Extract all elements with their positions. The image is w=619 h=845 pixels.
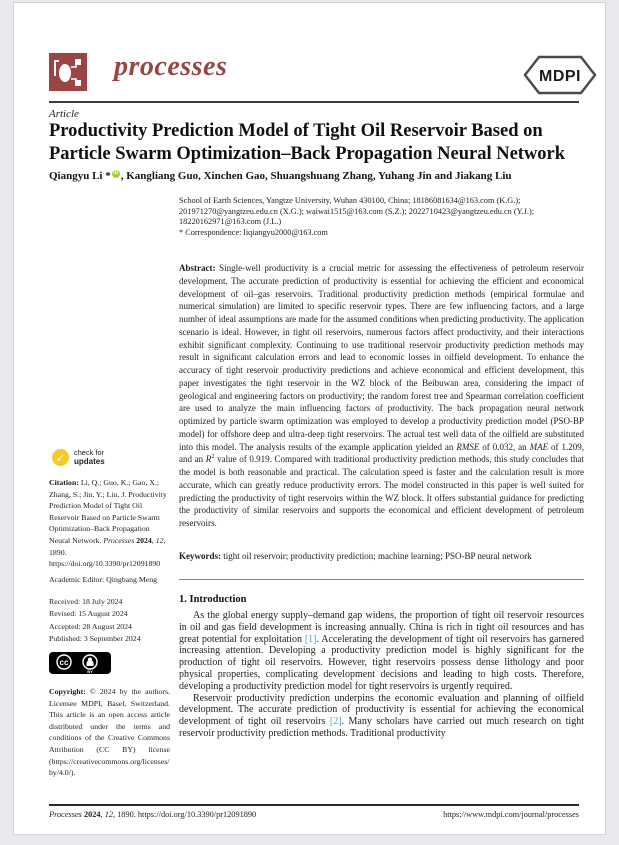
- citation-volume: 12: [155, 535, 164, 545]
- citation-journal: Processes: [103, 535, 137, 545]
- citation-year: 2024: [136, 535, 152, 545]
- intro-paragraph-1: [179, 610, 584, 693]
- intro-p2-text-2: . Many scholars have carried out much research on tight reservoir productivity prediction methods. Traditional productivity: [179, 716, 584, 739]
- keywords-divider: [179, 579, 584, 580]
- copyright-text: © 2024 by the authors. Licensee MDPI, Basel, Switzerland. This article is an open access article distributed under the terms and conditions of the Creative Commons Attribution (CC BY) license (https://creativecommons.org/licenses/by/4.0/).: [49, 687, 170, 778]
- processes-journal-logo-icon: [49, 53, 87, 91]
- svg-text:MDPI: MDPI: [539, 68, 581, 85]
- orcid-icon[interactable]: iD: [113, 171, 119, 177]
- affiliation-block: [179, 196, 584, 238]
- paper-title: Productivity Prediction Model of Tight Oil Reservoir Based on Particle Swarm Optimization–Back Propagation Neural Network: [49, 121, 566, 164]
- copyright-block: [49, 686, 170, 779]
- received-date: Received: 18 July 2024: [49, 597, 123, 606]
- citation-text: Li, Q.; Guo, K.; Gao, X.; Zhang, S.; Jin, Y.; Liu, J. Productivity Prediction Model of Tight Oil Reservoir Based on Particle Swarm Optimization–Back Propagation Neural Network.: [49, 478, 167, 545]
- abstract: [179, 262, 584, 530]
- footer-volume: 12: [104, 810, 113, 819]
- mdpi-logo: [522, 55, 598, 97]
- history-dates: [49, 596, 169, 646]
- citation-block: [49, 477, 169, 570]
- academic-editor: Academic Editor: Qingbang Meng: [49, 575, 158, 584]
- metric-rmse: RMSE: [456, 441, 480, 452]
- keywords-label: Keywords:: [179, 551, 224, 561]
- footer-journal-url[interactable]: https://www.mdpi.com/journal/processes: [443, 810, 579, 819]
- affiliation-text: School of Earth Sciences, Yangtze University, Wuhan 430100, China; 18186081634@163.com (K.G.); 201971270@yangtzeu.edu.cn (X.G.); waiwai1515@163.com (S.Z.); 2022710423@yangtzeu.edu.cn (Y.J.); 18220162971@163.com (J.L.): [179, 196, 535, 227]
- revised-date: Revised: 15 August 2024: [49, 609, 128, 619]
- footer-journal: Processes: [49, 810, 84, 819]
- check-for-updates-label: [74, 449, 105, 466]
- cc-by-text: BY: [87, 669, 93, 674]
- metric-mae: MAE: [529, 441, 549, 452]
- intro-p1-text-2: . Accelerating the development of tight oil reservoirs has garnered increasing attention. Developing a productivity prediction model is highly significant for the production of tight oil reservoirs. However, tight reservoirs possess dense lithology and poor physical properties, complicating development decisions and leading to high costs. Therefore, developing a productivity prediction model for tight reservoirs is urgently required.: [179, 633, 584, 692]
- keywords-text: tight oil reservoir; productivity prediction; machine learning; PSO-BP neural network: [223, 551, 532, 561]
- accepted-date: Accepted: 28 August 2024: [49, 621, 132, 631]
- coauthors: , Kangliang Guo, Xinchen Gao, Shuangshuang Zhang, Yuhang Jin and Jiakang Liu: [120, 170, 512, 182]
- corresponding-author: Qiangyu Li *: [49, 170, 111, 182]
- cc-by-license-badge[interactable]: [49, 652, 111, 674]
- published-date: Published: 3 September 2024: [49, 634, 141, 644]
- abstract-text-2: of 0.032, an: [479, 441, 530, 452]
- keywords: [179, 551, 584, 561]
- updates-line1: check for: [74, 448, 104, 457]
- footer-citation: [49, 810, 256, 819]
- abstract-label: Abstract:: [179, 263, 220, 273]
- updates-line2: updates: [74, 456, 105, 466]
- intro-p1-text-1: As the global energy supply–demand gap widens, the proportion of tight oil reservoir resources in oil and gas field development is increasing annually. China is rich in tight oil resources and has great potential for exploitation: [179, 610, 584, 645]
- correspondence-text[interactable]: * Correspondence: liqiangyu2000@163.com: [179, 227, 328, 237]
- check-for-updates-button[interactable]: [52, 449, 105, 466]
- footer-divider: [49, 804, 579, 806]
- journal-name: processes: [114, 51, 228, 82]
- introduction-body: [179, 610, 584, 740]
- page-footer: [49, 810, 579, 819]
- abstract-text-3: of 1.209, and an: [179, 441, 584, 465]
- check-icon: ✓: [52, 449, 69, 466]
- metric-r-sup: 2: [211, 453, 215, 461]
- reference-link-2[interactable]: [2]: [329, 716, 342, 728]
- header-divider: [49, 101, 579, 103]
- article-type-label: Article: [49, 108, 79, 120]
- author-list: [49, 170, 591, 182]
- paper-page: [13, 2, 606, 835]
- svg-text:cc: cc: [59, 658, 69, 667]
- citation-sep: ,: [151, 535, 156, 545]
- copyright-label: Copyright:: [49, 687, 90, 696]
- intro-p2-text-1: Reservoir productivity prediction underpins the economic evaluation and planning of oilfield development. The accurate prediction of productivity is essential for achieving the economical development of tight oil reservoirs: [179, 692, 584, 728]
- citation-label: Citation:: [49, 478, 81, 487]
- footer-sep: ,: [100, 810, 105, 819]
- section-heading-introduction: 1. Introduction: [179, 594, 247, 605]
- abstract-text-1: Single-well productivity is a crucial metric for assessing the effectiveness of petroleum reservoir development. The accurate prediction of productivity is essential for achieving the efficient and economical development of oil–gas reservoirs. Traditional productivity prediction methods (empirical formulae and numerical simulation) are limited to specific reservoir types. There are few influencing factors, and a large number of ideal assumptions are made for the assumed conditions when predicting productivity. The application scenario is ideal. However, in tight oil reservoirs, numerous factors affect productivity, and their interactions exhibit significant complexity. Continuing to use traditional reservoir productivity prediction methods may result in significant calculation errors and lead to economic losses in oilfield development. To enhance the accuracy of tight reservoir productivity predictions and achieve economical and efficient development, this paper investigates the tight reservoir in the WZ block of the Beibuwan area, considering the impact of geological and engineering factors on productivity; the random forest tree and Spearman correlation coefficient are used to analyze the main influencing factors of productivity. The back propagation neural network optimized by particle swarm optimization was employed to develop a productivity prediction model (PSO-BP model) for offshore deep and ultra-deep tight reservoirs. The actual test well data of the oilfield are substituted into this model. The analysis results of the example application yielded an: [179, 263, 584, 452]
- reference-link-1[interactable]: [1]: [304, 633, 317, 645]
- footer-doi-link[interactable]: , 1890. https://doi.org/10.3390/pr12091890: [113, 810, 257, 819]
- citation-doi-link[interactable]: , 1890. https://doi.org/10.3390/pr12091890: [49, 535, 166, 569]
- footer-year: 2024: [83, 810, 101, 819]
- abstract-text-4: value of 0.919. Compared with traditional productivity prediction methods, this study concludes that the model is both reasonable and practical. The calculation speed is faster and the calculation result is more accurate, which can greatly reduce productivity errors. The model constructed in this paper is well suited for predicting the productivity of tight reservoirs within the WZ block. It offers substantial guidance for predicting the productivity of similar reservoirs and supports the economical and efficient development of petroleum reservoirs.: [179, 454, 584, 528]
- metric-r: R: [205, 454, 212, 465]
- intro-paragraph-2: [179, 693, 584, 740]
